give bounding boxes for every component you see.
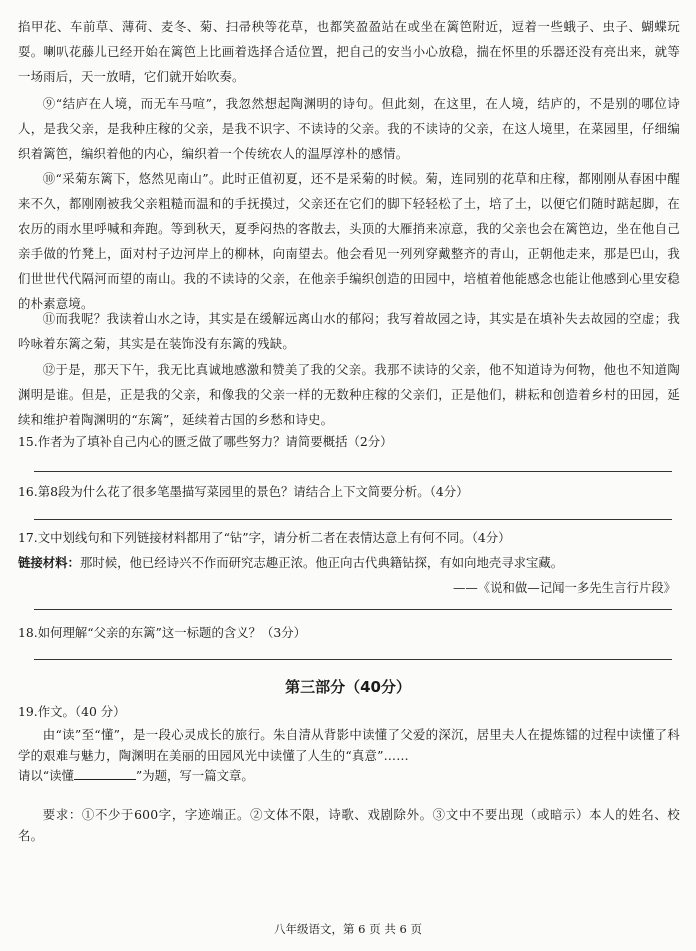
link-material-label: 链接材料： [18, 555, 80, 570]
passage-paragraph-12: ⑫于是，那天下午，我无比真诚地感激和赞美了我的父亲。我那不读诗的父亲，他不知道诗为何物，他也不知道陶渊明是谁。但是，正是我的父亲，和像我的父亲一样的无数种庄稼的父亲们，正是他们，耕耘和创造着乡村的田园，延续和维护着陶渊明的“东篱”，延续着古国的乡愁和诗史。 [18, 362, 680, 427]
essay-task-prefix: 请以“读懂 [18, 768, 74, 783]
essay-requirements: 要求：①不少于600字，字迹端正。②文体不限，诗歌、戏剧除外。③文中不要出现（或暗示）本人的姓名、校名。 [18, 807, 680, 843]
link-material-source: ——《说和做—记闻一多先生言行片段》 [452, 580, 676, 595]
answer-line-18 [34, 659, 672, 660]
title-blank [74, 767, 136, 780]
essay-task [18, 766, 680, 786]
question-15: 15.作者为了填补自己内心的匮乏做了哪些努力？请简要概括（2分） [18, 434, 393, 449]
link-material [18, 553, 680, 573]
answer-line-16 [34, 519, 672, 520]
link-material-text: 那时候，他已经诗兴不作而研究志趣正浓。他正向古代典籍钻探，有如向地壳寻求宝藏。 [79, 555, 564, 570]
passage-paragraph-11: ⑪而我呢？我读着山水之诗，其实是在缓解远离山水的郁闷；我写着故园之诗，其实是在填补失去故园的空虚；我吟咏着东篱之菊，其实是在装饰没有东篱的残缺。 [18, 311, 680, 351]
passage-paragraph-9: ⑨“结庐在人境，而无车马喧”，我忽然想起陶渊明的诗句。但此刻，在这里，在人境，结庐的，不是别的哪位诗人，是我父亲，是我种庄稼的父亲，是我不识字、不读诗的父亲。我的不读诗的父亲，在这人境里，在菜园里，仔细编织着篱笆，编织着他的内心，编织着一个传统农人的温厚淳朴的感情。 [18, 96, 680, 161]
part3-title: 第三部分（40分） [285, 678, 411, 696]
passage-paragraph-10: ⑩“采菊东篱下，悠然见南山”。此时正值初夏，还不是采菊的时候。菊，连同别的花草和庄稼，都刚刚从春困中醒来不久，都刚刚被我父亲粗糙而温和的手抚摸过，父亲还在它们的脚下轻轻松了土，培了土，以便它们随时踮起脚，在农历的雨水里呼喊和奔跑。等到秋天，夏季闷热的客散去，头顶的大雁捎来凉意，我的父亲也会在篱笆边，坐在他自己亲手做的竹凳上，面对村子边河岸上的柳林，向南望去。他会看见一列列穿戴整齐的青山，正朝他走来，那是巴山，我们世世代代隔河而望的南山。我的不读诗的父亲，在他亲手编织创造的田园中，培植着他能感念也能让他感到心里安稳的朴素意境。 [18, 171, 680, 311]
essay-task-suffix: ”为题，写一篇文章。 [135, 768, 254, 783]
answer-line-17 [34, 609, 672, 610]
page-footer: 八年级语文，第 6 页 共 6 页 [274, 922, 422, 936]
question-16: 16.第8段为什么花了很多笔墨描写菜园里的景色？请结合上下文简要分析。（4分） [18, 484, 469, 499]
question-18: 18.如何理解“父亲的东篱”这一标题的含义？（3分） [18, 625, 307, 640]
passage-paragraph-top: 掐甲花、车前草、薄荷、麦冬、菊、扫帚秧等花草，也都笑盈盈站在或坐在篱笆附近，逗着一些蛾子、虫子、蝴蝶玩耍。喇叭花藤儿已经开始在篱笆上比画着选择合适位置，把自己的安当小心放稳，揣在怀里的乐器还没有亮出来，就等一场雨后，天一放晴，它们就开始吹奏。 [18, 19, 680, 84]
question-17: 17.文中划线句和下列链接材料都用了“钻”字，请分析二者在表情达意上有何不同。（4分） [18, 530, 511, 545]
essay-prompt: 由“读”至“懂”，是一段心灵成长的旅行。朱自清从背影中读懂了父爱的深沉，居里夫人在提炼镭的过程中读懂了科学的艰难与魅力，陶渊明在美丽的田园风光中读懂了人生的“真意”…… [18, 727, 680, 763]
question-19: 19.作文。（40 分） [18, 704, 126, 719]
answer-line-15 [34, 471, 672, 472]
